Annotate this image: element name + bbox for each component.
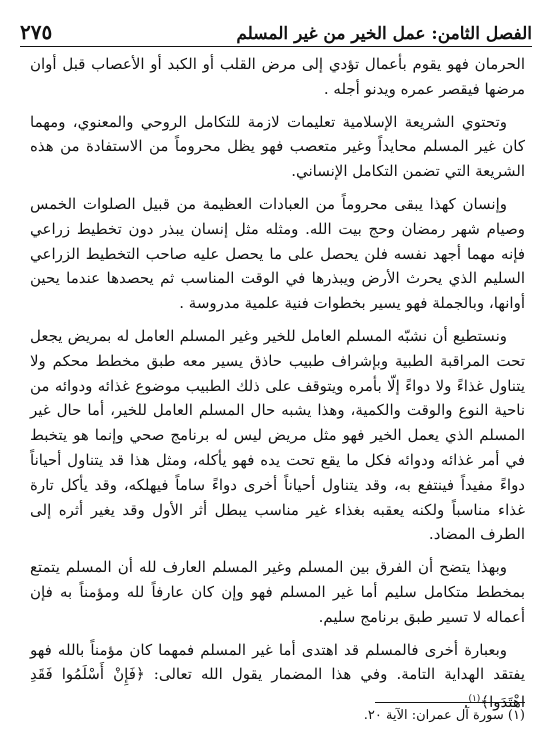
paragraph: الحرمان فهو يقوم بأعمال تؤدي إلى مرض القلب أو الكبد أو الأعصاب قبل أوان مرضها فيقصر عمره ويدنو أجله . [30,55,525,98]
paragraph [30,638,525,715]
paragraph-text: وبعبارة أخرى فالمسلم قد اهتدى أما غير المسلم فمهما كان مؤمناً بالله فهو يفتقد الهداية التامة. وفي هذا المضمار يقول الله تعالى: ﴿فَإِنْ أَسْلَمُوا فَقَدِ اهْتَدَوا﴾ [30,640,525,712]
chapter-title: الفصل الثامن: عمل الخير من غير المسلم [236,24,532,44]
paragraph: وتحتوي الشريعة الإسلامية تعليمات لازمة للتكامل الروحي والمعنوي، ومهما كان غير المسلم محايداً وغير متعصب فهو يظل محروماً من الاستفادة من هذه الشريعة التي تضمن التكامل الإنساني. [30,112,525,181]
paragraph: وإنسان كهذا يبقى محروماً من العبادات العظيمة من قبيل الصلوات الخمس وصيام شهر رمضان وحج بيت الله. ومثله مثل إنسان يبذر دون تخطيط زراعي فإنه مهما أجهد نفسه فلن يحصل على ما يحصل عليه صاحب التخطيط الزراعي السليم الذي يحرث الأرض ويبذرها في الوقت المناسب ثم يحصدها عندما يحين أوانها، وبالجملة فهو يسير بخطوات فنية علمية مدروسة . [30,194,525,313]
page-header [20,10,532,44]
paragraph: وبهذا يتضح أن الفرق بين المسلم وغير المسلم العارف لله أن المسلم يتمتع بمخطط متكامل سليم أما غير المسلم فهو وإن كان عارفاً لله ومؤمناً به فإن أعماله لا تسير طبق برنامج سليم. [30,558,525,626]
footnote: (١) سورة آل عمران: الآية ٢٠. [363,708,525,723]
page-body [30,52,525,715]
footnote-divider [375,702,525,703]
footnote-reference: (١) [468,694,481,705]
paragraph: ونستطيع أن نشبّه المسلم العامل للخير وغير المسلم العامل له بمريض يجعل تحت المراقبة الطبية وبإشراف طبيب حاذق يسير معه طبق مخطط محكم ولا يتناول غذاءً ولا دواءً إلّا بأمره ويتوقف على ذلك الطبيب موضوع غذائه ودوائه من ناحية النوع والوقت والكمية، وهذا يشبه حال المسلم العامل للخير، أما حال غير المسلم الذي يعمل الخير فهو مثل مريض ليس له برنامج صحي وإنما هو يتخبط في أمر غذائه ودوائه فكل ما يقع تحت يده فهو يأكله، ومثل هذا قد يتناول أحياناً دواءً مفيداً فينتفع به، وقد يتناول أحياناً أخرى دواءً ساماً فيهلكه، وقد يأكل تارة غذاء مناسباً ولكنه يعقبه بغذاء غير مناسب يبطل أثر الأول وقد يغير أثره إلى الطرف المضاد. [30,326,525,544]
paragraph-end: . [463,693,469,712]
header-divider [20,46,532,47]
page-number: ٢٧٥ [20,20,53,44]
